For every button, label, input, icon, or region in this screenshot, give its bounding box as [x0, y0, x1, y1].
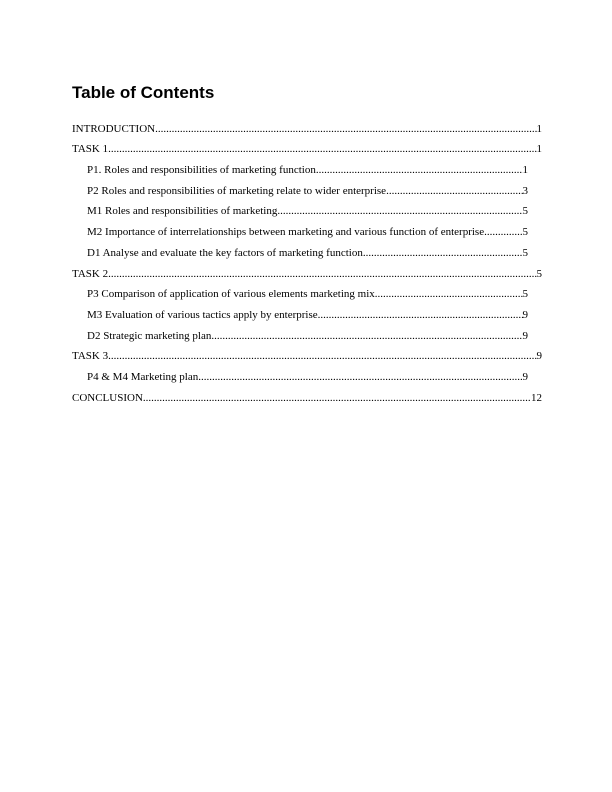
toc-page-number: 9 — [522, 370, 528, 383]
toc-entry-text: INTRODUCTION — [72, 122, 156, 135]
toc-entry-text: P2 Roles and responsibilities of marketing relate to wider enterprise — [87, 184, 387, 197]
toc-entry-p1[interactable] — [87, 156, 528, 177]
toc-entry-text: P1. Roles and responsibilities of marketing function — [87, 164, 316, 177]
table-of-contents — [72, 115, 542, 405]
toc-dot-leader — [108, 349, 536, 363]
toc-entry-text: TASK 2 — [72, 267, 109, 280]
toc-page-number: 5 — [522, 205, 528, 218]
toc-dot-leader — [211, 329, 522, 343]
toc-entry-text: M1 Roles and responsibilities of marketing — [87, 205, 278, 218]
toc-title: Table of Contents — [72, 83, 215, 102]
toc-page-number: 3 — [522, 184, 528, 197]
toc-entry-p2[interactable] — [87, 177, 528, 198]
toc-page-number: 12 — [531, 391, 542, 404]
toc-dot-leader — [143, 391, 531, 405]
toc-entry-d2[interactable] — [87, 322, 528, 343]
toc-entry-text: D2 Strategic marketing plan — [87, 329, 212, 342]
toc-entry-text: P3 Comparison of application of various elements marketing mix — [87, 288, 375, 301]
toc-entry-m2[interactable] — [87, 218, 528, 239]
toc-page-number: 5 — [522, 246, 528, 259]
toc-page-number: 1 — [536, 143, 542, 156]
toc-entry-m1[interactable] — [87, 198, 528, 219]
toc-entry-text: M3 Evaluation of various tactics apply by enterprise — [87, 308, 318, 321]
toc-dot-leader — [318, 308, 523, 322]
toc-entry-text: CONCLUSION — [72, 391, 143, 404]
toc-entry-text: TASK 1 — [72, 143, 109, 156]
toc-page-number: 5 — [536, 267, 542, 280]
toc-entry-task-3[interactable] — [72, 343, 542, 364]
toc-page-number: 1 — [522, 164, 528, 177]
toc-entry-d1[interactable] — [87, 239, 528, 260]
toc-dot-leader — [484, 225, 522, 239]
toc-page-number: 1 — [536, 122, 542, 135]
toc-page-number: 9 — [522, 308, 528, 321]
toc-entry-text: TASK 3 — [72, 350, 109, 363]
toc-entry-introduction[interactable] — [72, 115, 542, 136]
toc-entry-m3[interactable] — [87, 301, 528, 322]
toc-entry-p4-m4[interactable] — [87, 363, 528, 384]
toc-entry-text: M2 Importance of interrelationships between marketing and various function of enterprise — [87, 226, 485, 239]
toc-dot-leader — [155, 122, 536, 136]
toc-page-number: 9 — [522, 329, 528, 342]
toc-entry-task-1[interactable] — [72, 136, 542, 157]
toc-entry-task-2[interactable] — [72, 260, 542, 281]
toc-entry-text: D1 Analyse and evaluate the key factors of marketing function — [87, 246, 363, 259]
toc-page-number: 9 — [536, 350, 542, 363]
toc-dot-leader — [108, 142, 536, 156]
toc-dot-leader — [198, 370, 522, 384]
toc-dot-leader — [386, 184, 522, 198]
toc-dot-leader — [277, 204, 522, 218]
toc-dot-leader — [363, 246, 523, 260]
toc-entry-text: P4 & M4 Marketing plan — [87, 370, 199, 383]
toc-entry-conclusion[interactable] — [72, 384, 542, 405]
toc-dot-leader — [375, 287, 523, 301]
toc-dot-leader — [108, 267, 536, 281]
toc-entry-p3[interactable] — [87, 281, 528, 302]
toc-page-number: 5 — [522, 288, 528, 301]
toc-dot-leader — [316, 163, 523, 177]
toc-page-number: 5 — [522, 226, 528, 239]
